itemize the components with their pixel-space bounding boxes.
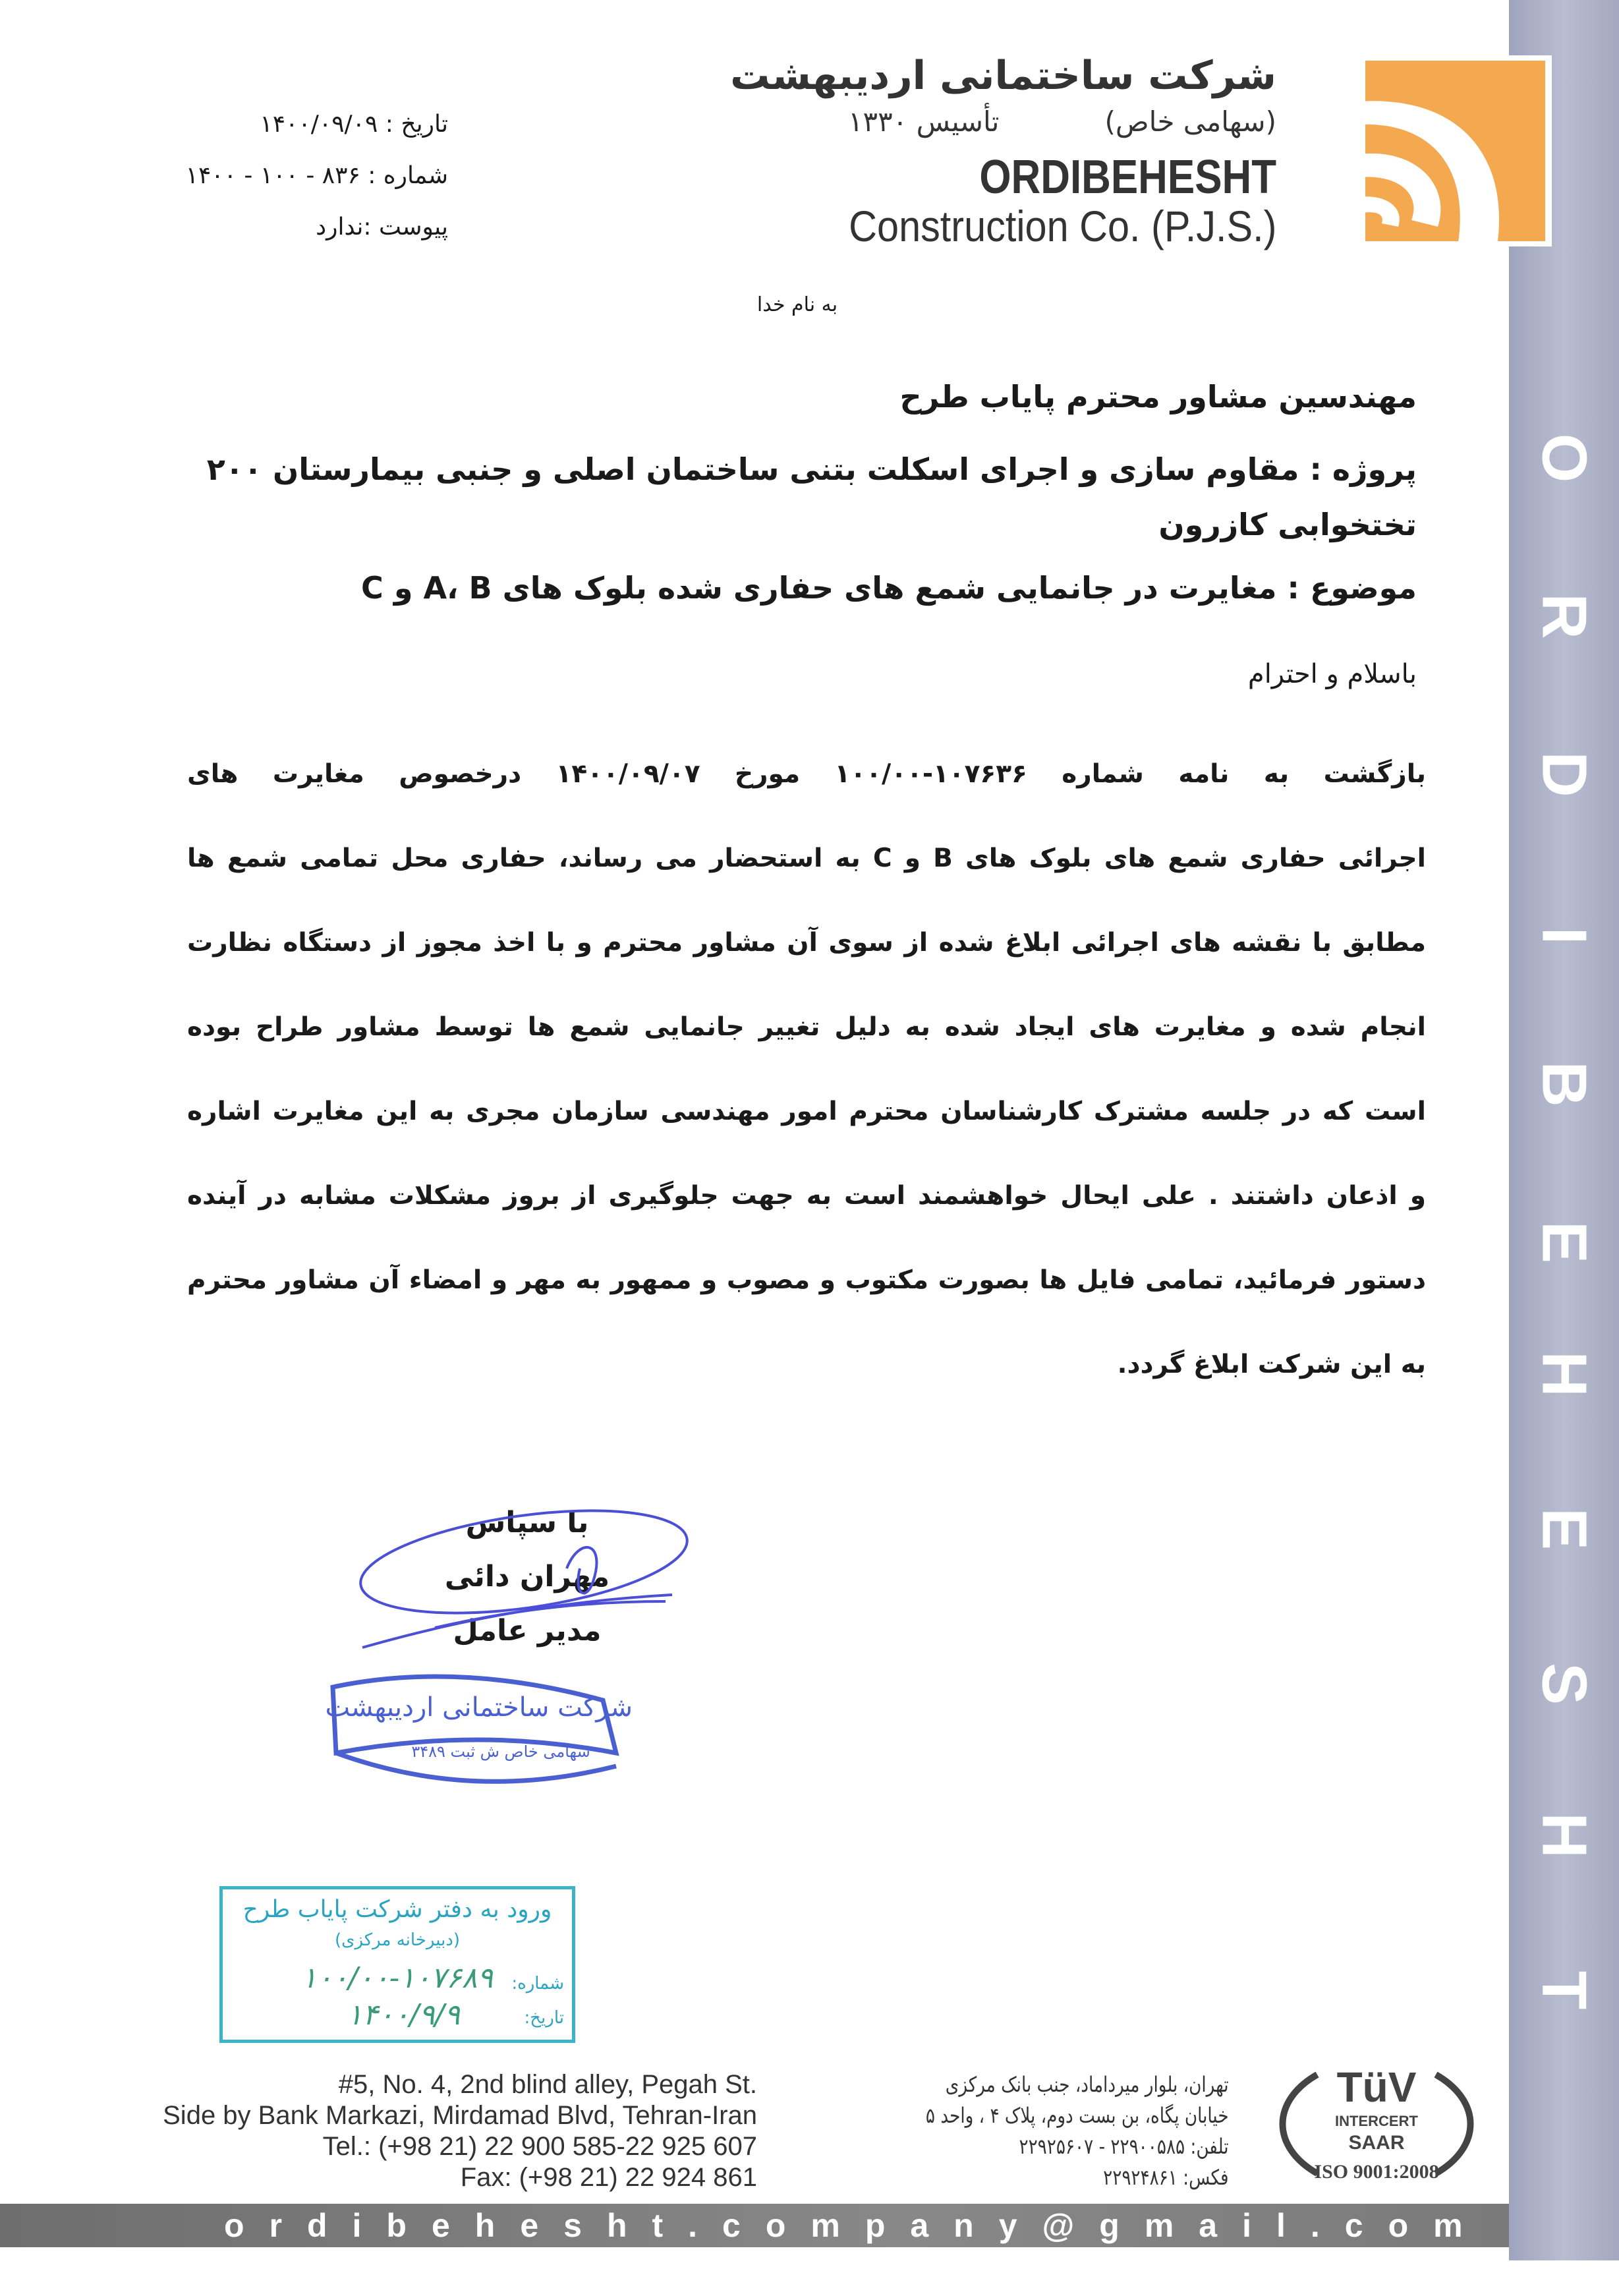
stamp-number-label: شماره: (511, 1974, 564, 1994)
closing: با سپاس (465, 1506, 589, 1539)
side-letter: H (1529, 1351, 1600, 1397)
tuv-certification-logo (1271, 2061, 1482, 2187)
company-email[interactable]: ordibehesht.company@gmail.com (224, 2207, 1488, 2244)
handwritten-signature-icon (356, 1496, 698, 1667)
body-line: انجام شده و مغایرت های ایجاد شده به دلیل تغییر جانمایی شمع ها توسط مشاور طراح بوده (187, 1012, 1426, 1042)
seal-company-name: شرکت ساختمانی اردیبهشت (325, 1692, 633, 1723)
stamp-title: ورود به دفتر شرکت پایاب طرح (242, 1896, 552, 1923)
letter-number: شماره : ۸۳۶ - ۱۰۰ - ۱۴۰۰ (185, 162, 448, 189)
side-letter: H (1529, 1812, 1600, 1858)
addressee: مهندسین مشاور محترم پایاب طرح (899, 379, 1417, 415)
side-brand-bar (1509, 0, 1619, 2260)
company-type: (سهامی خاص) (1104, 105, 1276, 138)
founded-year: تأسیس ۱۳۳۰ (848, 105, 1000, 138)
body-line: به این شرکت ابلاغ گردد. (1117, 1350, 1426, 1379)
stamp-date-value: ۱۴۰۰/۹/۹ (347, 1998, 460, 2032)
company-name-fa: شرکت ساختمانی اردیبهشت (730, 53, 1276, 99)
company-logo-icon (1359, 55, 1552, 246)
phone-fa: تلفن: ۲۲۹۰۰۵۸۵ - ۲۲۹۲۵۶۰۷ (1019, 2134, 1229, 2159)
body-line: و اذعان داشتند . علی ایحال خواهشمند است به جهت جلوگیری از بروز مشکلات مشابه در آینده (187, 1181, 1426, 1211)
address-en (163, 2069, 757, 2193)
stamp-date-label: تاریخ: (524, 2008, 564, 2028)
tuv-brand: TüV (1336, 2063, 1417, 2111)
greeting: باسلام و احترام (1247, 659, 1417, 689)
seal-registration: سهامی خاص ش ثبت ۳۴۸۹ (411, 1742, 590, 1761)
address-en-line: #5, No. 4, 2nd blind alley, Pegah St. (338, 2070, 757, 2099)
fax-fa: فکس: ۲۲۹۲۴۸۶۱ (1103, 2165, 1229, 2190)
body-line: بازگشت به نامه شماره ۱۰۷۶۳۶-۱۰۰/۰۰ مورخ ۱۴۰۰/۰۹/۰۷ درخصوص مغایرت های (187, 759, 1426, 789)
side-letter: E (1529, 1507, 1600, 1551)
subject-line: موضوع : مغایرت در جانمایی شمع های حفاری شده بلوک های A، B و C (361, 570, 1417, 606)
side-letter: E (1529, 1220, 1600, 1264)
signer-name: مهران دائی (444, 1560, 610, 1593)
address-fa (926, 2069, 1229, 2193)
letter-body (187, 748, 1426, 1423)
body-line: است که در جلسه مشترک کارشناسان محترم امور مهندسی سازمان مجری به این مغایرت اشاره (187, 1097, 1426, 1126)
body-line: دستور فرمائید، تمامی فایل ها بصورت مکتوب و مصوب و ممهور به مهر و امضاء آن مشاور محترم (187, 1265, 1426, 1295)
phone-en: Tel.: (+98 21) 22 900 585-22 925 607 (322, 2132, 757, 2161)
company-seal-icon (326, 1661, 636, 1786)
stamp-subtitle: (دبیرخانه مرکزی) (334, 1930, 461, 1950)
iso-cert: ISO 9001:2008 (1314, 2161, 1439, 2183)
body-line: مطابق با نقشه های اجرائی ابلاغ شده از سوی آن مشاور محترم و با اخذ مجوز از دستگاه نظارت (187, 928, 1426, 958)
address-fa-line: تهران، بلوار میرداماد، جنب بانک مرکزی (946, 2072, 1229, 2097)
body-line: اجرائی حفاری شمع های بلوک های B و C به استحضار می رساند، حفاری محل تمامی شمع ها (187, 844, 1426, 873)
tuv-saar: SAAR (1348, 2132, 1405, 2154)
side-letter: R (1529, 593, 1600, 639)
side-letter: S (1529, 1662, 1600, 1706)
side-letter: O (1529, 433, 1600, 483)
address-fa-line: خیابان پگاه، بن بست دوم، پلاک ۴ ، واحد ۵ (926, 2103, 1229, 2128)
side-letter: B (1529, 1061, 1600, 1107)
incoming-stamp (219, 1886, 575, 2043)
letter-attachment: پیوست :ندارد (316, 214, 448, 241)
fax-en: Fax: (+98 21) 22 924 861 (460, 2163, 757, 2192)
company-name-en: ORDIBEHESHT (979, 151, 1276, 204)
project-line: پروژه : مقاوم سازی و اجرای اسکلت بتنی ساختمان اصلی و جنبی بیمارستان ۲۰۰ تختخوابی کازرون (206, 451, 1417, 542)
side-letter: I (1529, 927, 1600, 945)
company-subtitle (848, 105, 1276, 138)
stamp-number-value: ۱۰۰/۰۰-۱۰۷۶۸۹ (301, 1961, 493, 1995)
bismillah: به نام خدا (756, 293, 838, 316)
letter-meta (86, 99, 448, 253)
letter-date: تاریخ : ۱۴۰۰/۰۹/۰۹ (260, 111, 448, 138)
side-letter: T (1529, 1970, 1600, 2010)
company-name-en-sub: Construction Co. (P.J.S.) (848, 202, 1276, 250)
side-letter: D (1529, 751, 1600, 797)
address-en-line: Side by Bank Markazi, Mirdamad Blvd, Tehran-Iran (163, 2101, 757, 2130)
tuv-intercert: INTERCERT (1335, 2113, 1418, 2129)
signer-title: مدیر عامل (453, 1614, 602, 1648)
